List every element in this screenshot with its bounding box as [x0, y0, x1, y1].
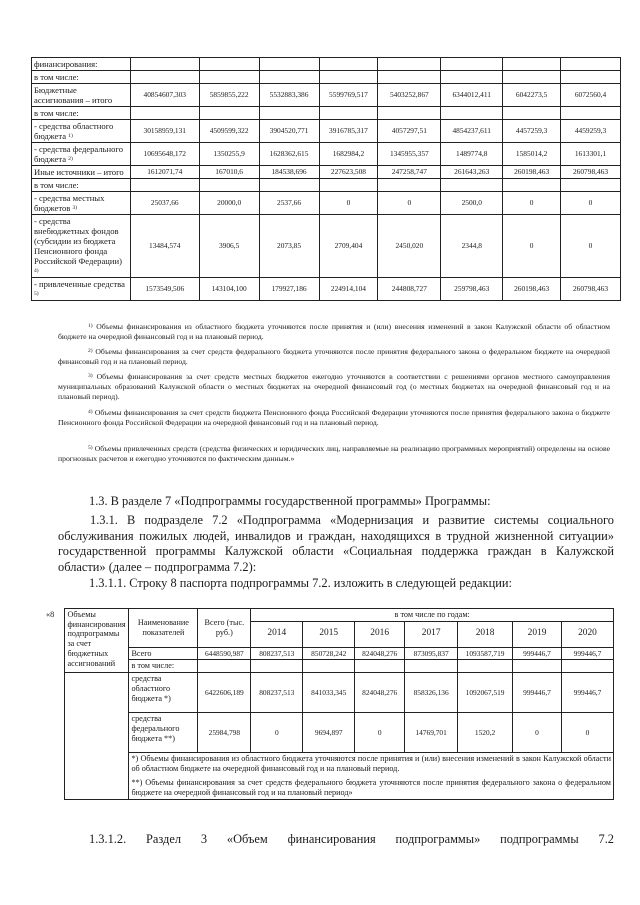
year-header: 2018 — [458, 621, 513, 647]
cell-value: 1345955,357 — [378, 143, 441, 166]
cell-value: 808237,513 — [251, 673, 303, 713]
cell-value: 227623,508 — [319, 166, 378, 179]
cell-value: 20000,0 — [199, 192, 259, 215]
top-label: финансирования: — [32, 58, 131, 71]
cell-value: 5599769,517 — [319, 84, 378, 107]
table-note: *) Объемы финансирования из областного бюджета уточняются после принятия и (или) внесения изменений в закон Калужской области об областном бюджете на очередной финансовый год и на плановый период. **) Объемы финансирования за счет средств федерального бюджета уточняются после принятия федерального закона о федеральном бюджете на очередной финансовый год и на плановый период» — [129, 753, 614, 800]
cell-value: 244808,727 — [378, 278, 441, 301]
cell-value: 0 — [355, 713, 405, 753]
cell-value: 3906,5 — [199, 215, 259, 278]
row-label: Бюджетные ассигнования – итого — [32, 84, 131, 107]
cell-value: 0 — [503, 215, 561, 278]
row-label: Иные источники – итого — [32, 166, 131, 179]
cell-value: 5859855,222 — [199, 84, 259, 107]
row-label: в том числе: — [32, 71, 131, 84]
cell-value: 260798,463 — [561, 278, 621, 301]
cell-value: 0 — [378, 192, 441, 215]
cell-value: 184538,696 — [259, 166, 319, 179]
row-label: Объемы финансирования подпрограммы за счет бюджетных ассигнований — [65, 609, 129, 673]
footnote-5: $^{5)}$ Объемы привлеченных средств (средства физических и юридических лиц, направляемые на реализацию программных мероприятий) определены на основе прогнозных расчетов и ежегодно уточняются по фактическим данным.» — [58, 444, 610, 463]
year-header: 2019 — [513, 621, 562, 647]
cell-value: 808237,513 — [251, 647, 303, 660]
cell-value: 247258,747 — [378, 166, 441, 179]
cell-value: 0 — [513, 713, 562, 753]
year-header: 2017 — [405, 621, 458, 647]
financing-table — [31, 57, 621, 301]
cell-value: 999446,7 — [513, 673, 562, 713]
row-label: - средства областного бюджета $^{1)}$ — [32, 120, 131, 143]
row-label: средства областного бюджета *) — [129, 673, 198, 713]
cell-value: 224914,104 — [319, 278, 378, 301]
cell-value: 5532883,386 — [259, 84, 319, 107]
row-number: «8 — [46, 609, 55, 619]
cell-value: 6344012,411 — [441, 84, 503, 107]
cell-value: 4459259,3 — [561, 120, 621, 143]
paragraph-1-3-1-1: 1.3.1.1. Строку 8 паспорта подпрограммы 7.2. изложить в следующей редакции: — [89, 576, 512, 590]
cell-value: 824048,276 — [355, 673, 405, 713]
cell-value: 143104,100 — [199, 278, 259, 301]
row-label: - средства федерального бюджета $^{2)}$ — [32, 143, 131, 166]
cell-value: 40854607,303 — [130, 84, 199, 107]
column-header-total: Всего (тыс. руб.) — [198, 609, 251, 648]
cell-value: 5403252,867 — [378, 84, 441, 107]
row-label: - средства местных бюджетов $^{3)}$ — [32, 192, 131, 215]
cell-value: 858326,136 — [405, 673, 458, 713]
cell-value: 1092067,519 — [458, 673, 513, 713]
year-header: 2015 — [303, 621, 355, 647]
cell-value: 6422606,189 — [198, 673, 251, 713]
cell-value: 1350255,9 — [199, 143, 259, 166]
year-header: 2016 — [355, 621, 405, 647]
cell-value: 1489774,8 — [441, 143, 503, 166]
cell-value: 0 — [561, 713, 613, 753]
cell-value: 4854237,611 — [441, 120, 503, 143]
cell-value: 873095,837 — [405, 647, 458, 660]
cell-value: 1613301,1 — [561, 143, 621, 166]
cell-value: 0 — [503, 192, 561, 215]
cell-value: 3904520,771 — [259, 120, 319, 143]
cell-value: 999446,7 — [561, 673, 613, 713]
cell-value: 14769,701 — [405, 713, 458, 753]
cell-value: 4509599,322 — [199, 120, 259, 143]
cell-value: 6042273,5 — [503, 84, 561, 107]
cell-value: 841033,345 — [303, 673, 355, 713]
paragraph-1-3-1: 1.3.1. В подразделе 7.2 «Подпрограмма «Модернизация и развитие системы социального обслуживания пожилых людей, инвалидов и граждан, находящихся в трудной жизненной ситуации» государственной программы Калужской области «Социальная поддержка граждан в Калужской области» (далее – подпрограмма 7.2): — [58, 513, 614, 574]
cell-value: 1682984,2 — [319, 143, 378, 166]
cell-value: 1628362,615 — [259, 143, 319, 166]
footnote-3: $^{3)}$ Объемы финансирования за счет средств местных бюджетов ежегодно уточняются в соответствии с решениями органов местного самоуправления муниципальных образований Калужской области о местных бюджетах на очередной финансовый год (о местных бюджетах на очередной финансовый год и на плановый период). — [58, 372, 610, 401]
year-header: 2014 — [251, 621, 303, 647]
cell-value: 260198,463 — [503, 166, 561, 179]
cell-value: 1520,2 — [458, 713, 513, 753]
cell-value: 1573549,506 — [130, 278, 199, 301]
cell-value: 2537,66 — [259, 192, 319, 215]
cell-value: 0 — [251, 713, 303, 753]
cell-value: 25984,798 — [198, 713, 251, 753]
cell-value: 3916785,317 — [319, 120, 378, 143]
row-label: в том числе: — [32, 179, 131, 192]
cell-value: 850728,242 — [303, 647, 355, 660]
cell-value: 25037,66 — [130, 192, 199, 215]
cell-value: 10695648,172 — [130, 143, 199, 166]
row-label: - привлеченные средства $^{5)}$ — [32, 278, 131, 301]
subprogram-financing-table — [46, 608, 614, 800]
cell-value: 259798,463 — [441, 278, 503, 301]
cell-value: 2344,8 — [441, 215, 503, 278]
cell-value: 261643,263 — [441, 166, 503, 179]
footnote-4: $^{4)}$ Объемы финансирования за счет средств бюджета Пенсионного фонда Российской Федерации уточняются после принятия федерального закона о бюджете Пенсионного фонда Российской Федерации на очередной финансовый год и на плановый период. — [58, 408, 610, 427]
row-label: средства федерального бюджета **) — [129, 713, 198, 753]
cell-value: 0 — [561, 215, 621, 278]
cell-value: 824048,276 — [355, 647, 405, 660]
footnote-1: $^{1)}$ Объемы финансирования из областного бюджета уточняются после принятия и (или) внесения изменений в закон Калужской области об областном бюджете на очередной финансовый год и на плановый период. — [58, 322, 610, 341]
cell-value: 2450,020 — [378, 215, 441, 278]
paragraph-1-3-1-2: 1.3.1.2. Раздел 3 «Объем финансирования подпрограммы» подпрограммы 7.2 — [89, 832, 614, 846]
cell-value: 6448590,987 — [198, 647, 251, 660]
cell-value: 0 — [319, 192, 378, 215]
paragraph-1-3: 1.3. В разделе 7 «Подпрограммы государственной программы» Программы: — [89, 494, 491, 508]
cell-value: 1612071,74 — [130, 166, 199, 179]
footnote-2: $^{2)}$ Объемы финансирования за счет средств федерального бюджета уточняются после принятия федерального закона о федеральном бюджете на очередной финансовый год и на плановый период. — [58, 347, 611, 366]
row-label: - средства внебюджетных фондов (субсидии из бюджета Пенсионного фонда Российской Федерации) $^{4)}$ — [32, 215, 131, 278]
cell-value: 2500,0 — [441, 192, 503, 215]
cell-value: 30158959,131 — [130, 120, 199, 143]
years-header: в том числе по годам: — [251, 609, 614, 622]
cell-value: 4457259,3 — [503, 120, 561, 143]
cell-value: 260798,463 — [561, 166, 621, 179]
cell-value: 999446,7 — [561, 647, 613, 660]
cell-value: 0 — [561, 192, 621, 215]
cell-value: 9694,897 — [303, 713, 355, 753]
cell-value: 2073,85 — [259, 215, 319, 278]
cell-value: 999446,7 — [513, 647, 562, 660]
cell-value: 179927,186 — [259, 278, 319, 301]
cell-value: 1093587,719 — [458, 647, 513, 660]
row-label: в том числе: — [129, 660, 198, 673]
cell-value: 167010,6 — [199, 166, 259, 179]
cell-value: 260198,463 — [503, 278, 561, 301]
cell-value: 4057297,51 — [378, 120, 441, 143]
year-header: 2020 — [561, 621, 613, 647]
row-label: Всего — [129, 647, 198, 660]
cell-value: 2709,404 — [319, 215, 378, 278]
cell-value: 6072560,4 — [561, 84, 621, 107]
row-label: в том числе: — [32, 107, 131, 120]
column-header-name: Наименование показателей — [129, 609, 198, 648]
cell-value: 13484,574 — [130, 215, 199, 278]
cell-value: 1585014,2 — [503, 143, 561, 166]
